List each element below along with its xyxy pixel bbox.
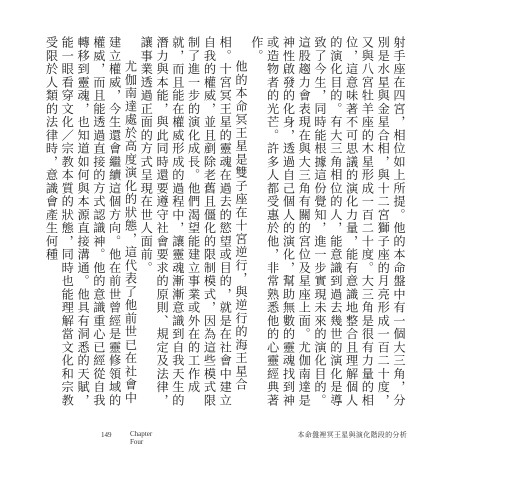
chapter-label-line-1: Chapter — [130, 430, 153, 438]
paragraph-2: 他的本命冥王星是雙子座在十宮逆行，與逆行的海王星合相。十宮冥王星的靈魂在過去的慾望或目的，就是在社會中建立自我的權威，並且剷除老舊且僵化的限制模式，因為這些模式限制了進一步的演化成長。他們渴望能建立事業或外在的工作成就，而且能在權威形成的過程中，讓靈魂漸漸意識到自我天生的潛力與本能，與此同時還要遵守社會要求的原則、規定及法律，讓事業透過正面的方式呈現在世人面前。 — [139, 36, 249, 407]
page-number: 149 — [101, 431, 112, 439]
paragraph-3: 尤伽南達處於高度演化的狀態，這代表了他前世已在社會中建立權威，今生還會繼續這個方向。他在前世曾經是靈修領域的權威，而且能透過直接的方式認識神。他的意識重心已經從自我轉移到靈魂，也知道如何與本源直接溝通。他具有洞悉的天賦，能一眼看穿文化／宗教本質的狀態，同時也能理解當文化和宗教受限於人類的法律時，意識會產生何種 — [44, 36, 138, 407]
main-text-block — [44, 36, 406, 416]
running-title: 本命盤裡冥王星與演化階段的分析 — [297, 431, 407, 439]
paragraph-1: 射手座在四宮，相位如上所提。他的本命盤中有一個大三角，分別是水星與金星合相，與十二宮獅子座的月亮形成一百二十度，又與八宮牡羊座的木星形成一百二十度。大三角是很有力量的相位，這意味著不可思議的演化力量，能有意識地整合且理解個人的演化目的。有大三角相位的人，能意識到過去幾世的演化是導致了今生，同時能根據這份覺知，進一步實現未來的演化目的。這股趨力會表現在與大三角有關的宮位及星座上面。尤伽南達是神性啟發的化身，透過自己個人的演化，幫助無數的靈魂找到神或造物者的光芒。許多人都受惠於他，非常熟悉他的心靈經典著作。 — [249, 36, 406, 407]
chapter-label-line-2: Four — [130, 438, 144, 446]
chapter-label — [130, 430, 152, 446]
